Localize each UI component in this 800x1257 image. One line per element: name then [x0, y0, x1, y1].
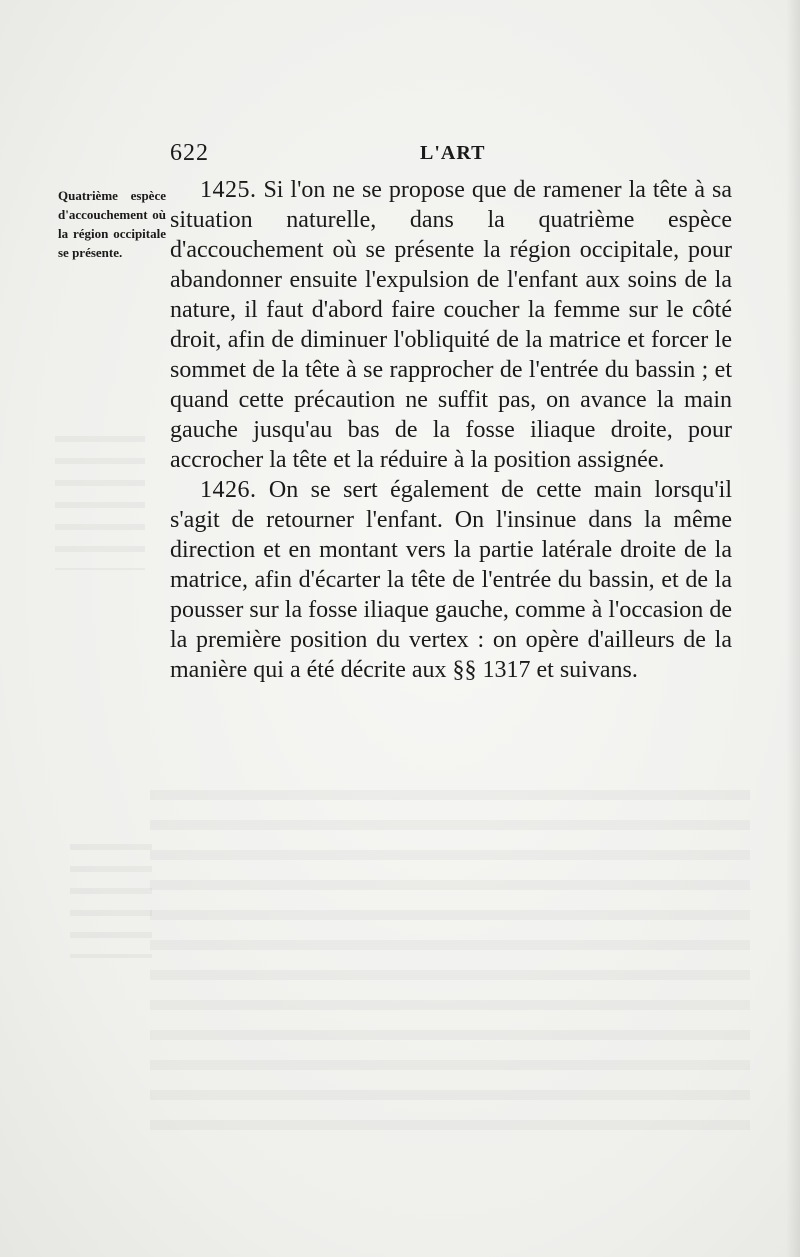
page-number: 622 [170, 140, 209, 166]
running-head: L'ART [420, 142, 486, 164]
page-header [170, 140, 730, 170]
paragraph-text: Si l'on ne se propose que de ramener la tête à sa situation naturelle, dans la quatrième espèce d'accouchement où se présente la région occipitale, pour abandonner ensuite l'expulsion de l'enfant aux soins de la nature, il faut d'abord faire coucher la femme sur le côté droit, afin de diminuer l'obliquité de la matrice et forcer le sommet de la tête à se rapprocher de l'entrée du bassin ; et quand cette précaution ne suffit pas, on avance la main gauche jusqu'au bas de la fosse iliaque droite, pour accrocher la tête et la réduire à la position assignée. [170, 177, 733, 473]
bleed-through-margin-note-lower [70, 828, 152, 958]
bleed-through-margin-note [55, 420, 145, 570]
body-text [170, 175, 732, 685]
paragraph-text: On se sert également de cette main lorsqu'il s'agit de retourner l'enfant. On l'insinue dans la même direction et en montant vers la partie latérale droite de la matrice, afin d'écarter la tête de l'entrée du bassin, et de la pousser sur la fosse iliaque gauche, comme à l'occasion de la première position du vertex : on opère d'ailleurs de la manière qui a été décrite aux §§ 1317 et suivans. [170, 477, 733, 683]
margin-note: Quatrième espèce d'accouchement où la région occipitale se présente. [58, 188, 166, 260]
paragraph-number: 1426. [200, 477, 257, 503]
paragraph-1426 [170, 475, 732, 685]
paragraph-1425 [170, 175, 732, 475]
bleed-through-text [150, 770, 750, 1150]
page-edge-shadow [786, 0, 800, 1257]
paragraph-number: 1425. [200, 177, 257, 203]
